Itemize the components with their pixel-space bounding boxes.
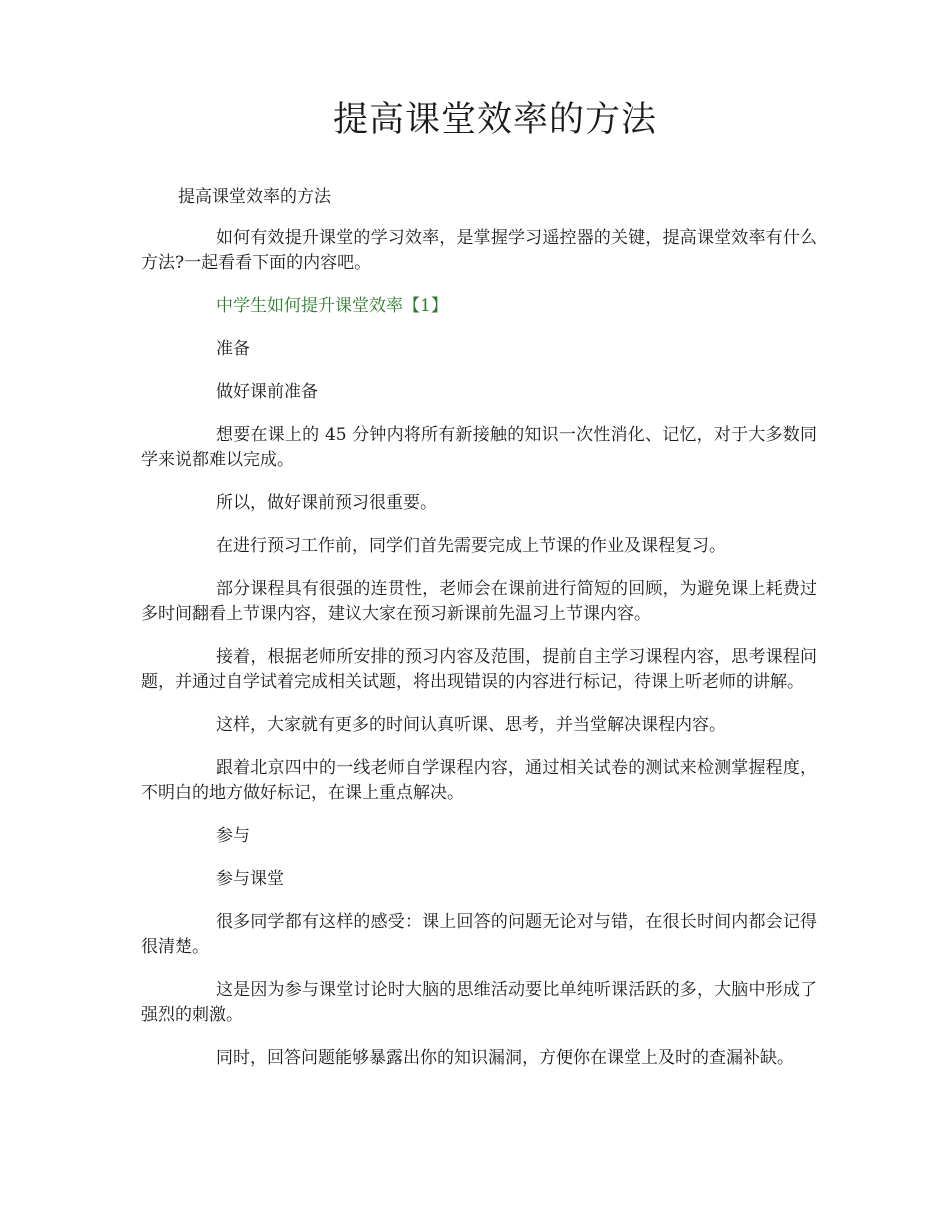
paragraph: 在进行预习工作前，同学们首先需要完成上节课的作业及课程复习。 bbox=[216, 536, 726, 556]
section-heading: 参与课堂 bbox=[216, 869, 284, 889]
document-body bbox=[141, 226, 817, 1089]
paragraph: 所以，做好课前预习很重要。 bbox=[216, 493, 437, 513]
section-label: 准备 bbox=[216, 339, 250, 359]
section-heading: 做好课前准备 bbox=[216, 382, 318, 402]
paragraph: 这是因为参与课堂讨论时大脑的思维活动要比单纯听课活跃的多，大脑中形成了强烈的刺激。 bbox=[141, 980, 817, 1025]
paragraph: 同时，回答问题能够暴露出你的知识漏洞，方便你在课堂上及时的查漏补缺。 bbox=[216, 1048, 794, 1068]
paragraph: 如何有效提升课堂的学习效率，是掌握学习遥控器的关键，提高课堂效率有什么方法?一起看看下面的内容吧。 bbox=[141, 228, 817, 273]
paragraph: 很多同学都有这样的感受：课上回答的问题无论对与错，在很长时间内都会记得很清楚。 bbox=[141, 912, 817, 957]
paragraph: 想要在课上的 45 分钟内将所有新接触的知识一次性消化、记忆，对于大多数同学来说都难以完成。 bbox=[141, 425, 817, 470]
document-title: 提高课堂效率的方法 bbox=[332, 100, 657, 140]
paragraph: 部分课程具有很强的连贯性，老师会在课前进行简短的回顾，为避免课上耗费过多时间翻看上节课内容，建议大家在预习新课前先温习上节课内容。 bbox=[141, 579, 817, 624]
section-heading-link: 中学生如何提升课堂效率【1】 bbox=[216, 296, 448, 316]
paragraph: 接着，根据老师所安排的预习内容及范围，提前自主学习课程内容，思考课程问题，并通过自学试着完成相关试题，将出现错误的内容进行标记，待课上听老师的讲解。 bbox=[141, 647, 817, 692]
paragraph: 跟着北京四中的一线老师自学课程内容，通过相关试卷的测试来检测掌握程度，不明白的地方做好标记，在课上重点解决。 bbox=[141, 758, 817, 803]
paragraph: 这样，大家就有更多的时间认真听课、思考，并当堂解决课程内容。 bbox=[216, 715, 726, 735]
section-label: 参与 bbox=[216, 826, 250, 846]
document-subtitle: 提高课堂效率的方法 bbox=[178, 187, 331, 207]
